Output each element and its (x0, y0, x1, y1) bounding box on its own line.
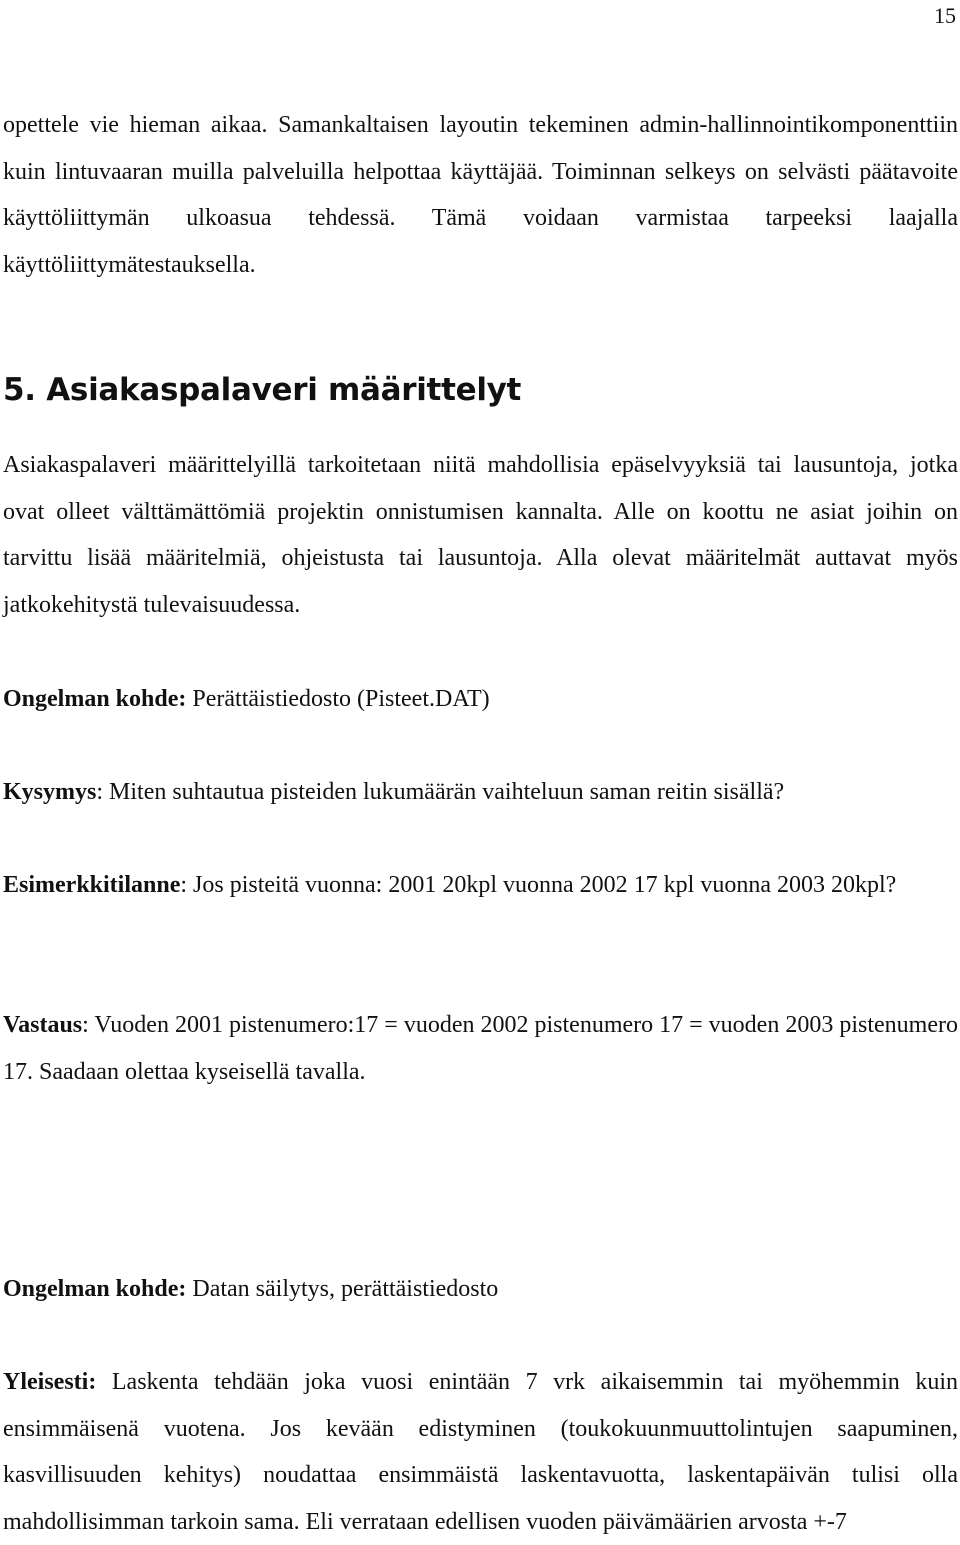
page-number: 15 (934, 3, 956, 28)
general-item (3, 1359, 958, 1545)
item-text: Perättäistiedosto (Pisteet.DAT) (186, 686, 490, 712)
intro-paragraph: opettele vie hieman aikaa. Samankaltaisen layoutin tekeminen admin-hallinnointikomponenttiin kuin lintuvaaran muilla palveluilla helpottaa käyttäjää. Toiminnan selkeys on selvästi päätavoite käyttöliittymän ulkoasua tehdessä. Tämä voidaan varmistaa tarpeeksi laajalla käyttöliittymätestauksella. (3, 112, 958, 278)
answer-item (3, 1002, 958, 1095)
item-label: Ongelman kohde: (3, 1276, 187, 1302)
item-label: Ongelman kohde: (3, 686, 187, 712)
item-text: : Miten suhtautua pisteiden lukumäärän vaihteluun saman reitin sisällä? (96, 779, 785, 805)
section-heading: 5. Asiakaspalaveri määrittelyt (3, 372, 522, 408)
item-text: Laskenta tehdään joka vuosi enintään 7 vrk aikaisemmin tai myöhemmin kuin ensimmäisenä vuotena. Jos kevään edistyminen (toukokuunmuuttolintujen saapuminen, kasvillisuuden kehitys) noudattaa ensimmäistä laskentavuotta, laskentapäivän tulisi olla mahdollisimman tarkoin sama. Eli verrataan edellisen vuoden päivämäärien arvosta +-7 (3, 1369, 958, 1535)
item-label: Vastaus (3, 1012, 83, 1038)
problem-target-item (3, 1266, 958, 1313)
example-item (3, 862, 958, 909)
item-text: : Vuoden 2001 pistenumero:17 = vuoden 2002 pistenumero 17 = vuoden 2003 pistenumero 17. Saadaan olettaa kyseisellä tavalla. (3, 1012, 958, 1085)
item-label: Esimerkkitilanne (3, 872, 181, 898)
item-label: Kysymys (3, 779, 97, 805)
item-text: : Jos pisteitä vuonna: 2001 20kpl vuonna 2002 17 kpl vuonna 2003 20kpl? (180, 872, 897, 898)
section-body-paragraph: Asiakaspalaveri määrittelyillä tarkoitetaan niitä mahdollisia epäselvyyksiä tai lausuntoja, jotka ovat olleet välttämättömiä projektin onnistumisen kannalta. Alle on koottu ne asiat joihin on tarvittu lisää määritelmiä, ohjeistusta tai lausuntoja. Alla olevat määritelmät auttavat myös jatkokehitystä tulevaisuudessa. (3, 452, 958, 618)
question-item (3, 769, 958, 816)
item-text: Datan säilytys, perättäistiedosto (186, 1276, 499, 1302)
problem-target-item (3, 676, 958, 723)
item-label: Yleisesti: (3, 1369, 97, 1395)
